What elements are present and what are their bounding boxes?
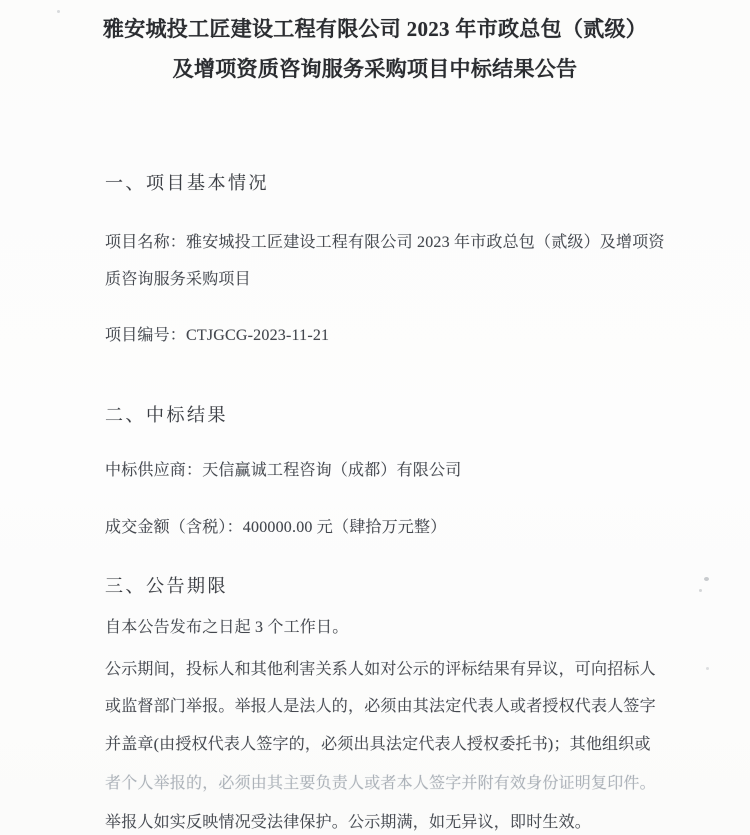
- notice-paragraph-line4-faded: 者个人举报的，必须由其主要负责人或者本人签字并附有效身份证明复印件。: [105, 775, 656, 792]
- winning-supplier: 中标供应商：天信赢诚工程咨询（成都）有限公司: [105, 462, 462, 479]
- notice-paragraph-line5: 举报人如实反映情况受法律保护。公示期满，如无异议，即时生效。: [105, 814, 592, 831]
- section-result-heading: 二、中标结果: [105, 405, 228, 425]
- transaction-amount: 成交金额（含税）：400000.00 元（肆拾万元整）: [105, 519, 447, 536]
- document-title: [40, 9, 710, 89]
- scan-speck: [57, 10, 60, 13]
- document-title-line2: 及增项资质咨询服务采购项目中标结果公告: [172, 57, 578, 81]
- notice-paragraph-line3: 并盖章(由授权代表人签字的，必须出具法定代表人授权委托书)；其他组织或: [105, 736, 651, 753]
- section-period-heading: 三、公告期限: [105, 576, 228, 596]
- project-name-line2: 质咨询服务采购项目: [105, 271, 251, 288]
- document-body: [0, 172, 750, 834]
- section-basic-heading: 一、项目基本情况: [105, 173, 269, 193]
- project-number: 项目编号：CTJGCG-2023-11-21: [105, 327, 330, 344]
- scan-speck: [704, 577, 709, 581]
- notice-paragraph-line1: 公示期间，投标人和其他利害关系人如对公示的评标结果有异议，可向招标人: [105, 661, 656, 678]
- scan-speck: [699, 589, 702, 592]
- scan-speck: [706, 667, 709, 670]
- notice-paragraph-line2: 或监督部门举报。举报人是法人的，必须由其法定代表人或者授权代表人签字: [105, 698, 656, 715]
- document-title-line1: 雅安城投工匠建设工程有限公司 2023 年市政总包（贰级）: [102, 17, 648, 41]
- period-duration-line: 自本公告发布之日起 3 个工作日。: [105, 619, 349, 636]
- project-name-line1: 项目名称：雅安城投工匠建设工程有限公司 2023 年市政总包（贰级）及增项资: [105, 234, 665, 251]
